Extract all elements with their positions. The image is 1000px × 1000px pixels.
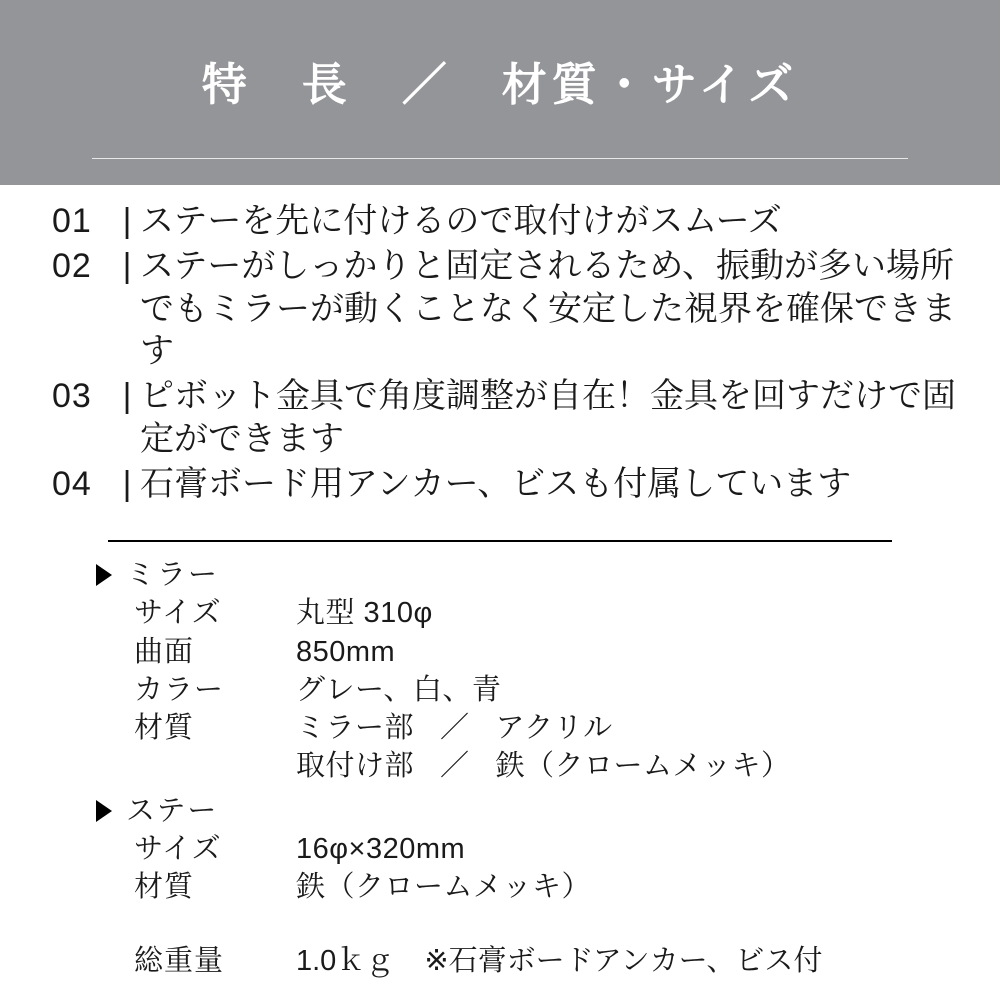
feature-list bbox=[52, 200, 964, 508]
spec-value-left: 取付け部 bbox=[296, 750, 415, 783]
spec-section bbox=[96, 556, 960, 981]
spec-value: 丸型 310φ bbox=[296, 597, 433, 630]
triangle-bullet-icon bbox=[96, 564, 112, 586]
table-row bbox=[134, 747, 960, 785]
header-banner bbox=[0, 0, 1000, 185]
spec-value bbox=[296, 709, 960, 747]
spec-value: グレー、白、青 bbox=[296, 673, 502, 706]
spec-value bbox=[296, 747, 960, 785]
table-row bbox=[134, 671, 960, 709]
banner-divider bbox=[92, 158, 908, 159]
spec-value-right: 鉄（クロームメッキ） bbox=[495, 750, 791, 783]
feature-separator: | bbox=[122, 377, 132, 416]
list-item bbox=[52, 375, 964, 461]
spec-heading-label: ステー bbox=[126, 794, 219, 827]
spec-heading-label: ミラー bbox=[126, 559, 220, 591]
spec-value: 16φ×320mm bbox=[296, 832, 466, 865]
spec-value: 850mm bbox=[296, 635, 396, 668]
page-title: 特 長 ／ 材質・サイズ bbox=[201, 59, 799, 110]
spec-label: サイズ bbox=[134, 832, 222, 865]
table-row bbox=[134, 709, 960, 747]
spec-value-slash: ／ bbox=[440, 750, 470, 783]
spec-value-slash: ／ bbox=[440, 712, 470, 745]
spec-value-left: ミラー部 bbox=[296, 712, 415, 745]
section-divider bbox=[108, 540, 892, 542]
feature-number: 02 bbox=[52, 246, 92, 285]
spec-group-mirror bbox=[96, 556, 960, 786]
spec-heading-mirror bbox=[96, 556, 960, 594]
list-item bbox=[52, 463, 964, 506]
feature-number: 04 bbox=[52, 464, 92, 503]
feature-number: 03 bbox=[52, 377, 92, 416]
feature-separator: | bbox=[122, 246, 132, 285]
spec-value: 鉄（クロームメッキ） bbox=[296, 871, 592, 904]
table-row bbox=[134, 594, 960, 632]
feature-text: ピボット金具で角度調整が自在！金具を回すだけで固定ができます bbox=[140, 377, 956, 459]
table-row bbox=[134, 868, 960, 906]
total-weight-row bbox=[134, 942, 960, 980]
spec-value-right: アクリル bbox=[495, 712, 613, 745]
table-row bbox=[134, 830, 960, 868]
spec-group-stay bbox=[96, 792, 960, 907]
spec-label: 曲面 bbox=[134, 635, 195, 668]
spec-label: 材質 bbox=[134, 712, 195, 745]
feature-text: 石膏ボード用アンカー、ビスも付属しています bbox=[140, 464, 852, 503]
list-item bbox=[52, 245, 964, 373]
spec-label: カラー bbox=[134, 673, 225, 706]
total-weight-value bbox=[296, 942, 960, 980]
total-weight-number: 1.0ｋｇ bbox=[296, 945, 395, 978]
feature-text: ステーを先に付けるので取付けがスムーズ bbox=[140, 202, 782, 240]
list-item bbox=[52, 200, 964, 243]
triangle-bullet-icon bbox=[96, 800, 112, 822]
feature-text: ステーがしっかりと固定されるため、振動が多い場所でもミラーが動くことなく安定した視界を確保できます bbox=[140, 246, 956, 371]
total-weight-note: ※石膏ボードアンカー、ビス付 bbox=[424, 945, 823, 978]
spec-label: 材質 bbox=[134, 871, 195, 904]
feature-number: 01 bbox=[52, 202, 92, 240]
spec-label: サイズ bbox=[134, 597, 222, 630]
feature-separator: | bbox=[122, 202, 132, 240]
table-row bbox=[134, 633, 960, 671]
spec-heading-stay bbox=[96, 792, 960, 830]
feature-separator: | bbox=[122, 464, 132, 503]
total-weight-label: 総重量 bbox=[134, 945, 225, 978]
